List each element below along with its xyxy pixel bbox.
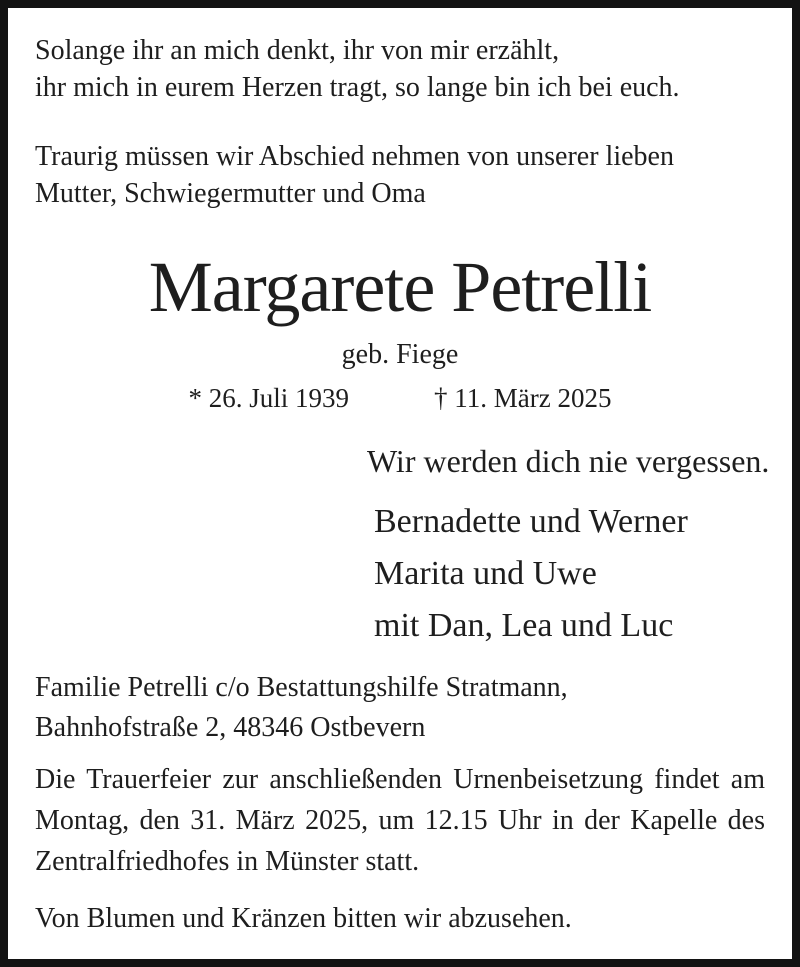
intro-line: Mutter, Schwiegermutter und Oma bbox=[35, 178, 426, 209]
mourner-line: Bernadette und Werner bbox=[374, 503, 688, 540]
epigraph-line: ihr mich in eurem Herzen tragt, so lange bin ich bei euch. bbox=[35, 72, 680, 103]
service-line: Montag, den 31. März 2025, um 12.15 Uhr in der Kapelle des bbox=[35, 805, 765, 836]
deceased-name: Margarete Petrelli bbox=[148, 247, 652, 327]
service-line: Zentralfriedhofes in Münster statt. bbox=[35, 846, 420, 877]
service-details bbox=[35, 759, 765, 882]
notice-content bbox=[8, 8, 792, 959]
contact-address bbox=[35, 668, 568, 748]
epigraph-line: Solange ihr an mich denkt, ihr von mir erzählt, bbox=[35, 35, 560, 66]
contact-line: Bahnhofstraße 2, 48346 Ostbevern bbox=[35, 712, 426, 743]
epigraph bbox=[35, 32, 680, 106]
contact-line: Familie Petrelli c/o Bestattungshilfe Stratmann, bbox=[35, 672, 568, 703]
mourner-line: Marita und Uwe bbox=[374, 555, 597, 592]
intro-line: Traurig müssen wir Abschied nehmen von unserer lieben bbox=[35, 141, 674, 172]
intro-text bbox=[35, 138, 674, 212]
life-dates bbox=[8, 383, 792, 414]
death-cross-symbol: † bbox=[434, 383, 448, 413]
death-date: 11. März 2025 bbox=[454, 383, 612, 413]
service-line: Die Trauerfeier zur anschließenden Urnenbeisetzung findet am bbox=[35, 764, 765, 795]
maiden-name: geb. Fiege bbox=[341, 339, 459, 370]
closing-request: Von Blumen und Kränzen bitten wir abzusehen. bbox=[35, 903, 572, 934]
remembrance-line: Wir werden dich nie vergessen. bbox=[367, 443, 770, 479]
mourners-list bbox=[374, 496, 688, 652]
death-date-group bbox=[434, 383, 611, 414]
birth-date: 26. Juli 1939 bbox=[208, 383, 350, 413]
mourner-line: mit Dan, Lea und Luc bbox=[374, 607, 674, 644]
birth-date-group bbox=[189, 383, 350, 414]
birth-star-symbol: * bbox=[188, 383, 202, 413]
